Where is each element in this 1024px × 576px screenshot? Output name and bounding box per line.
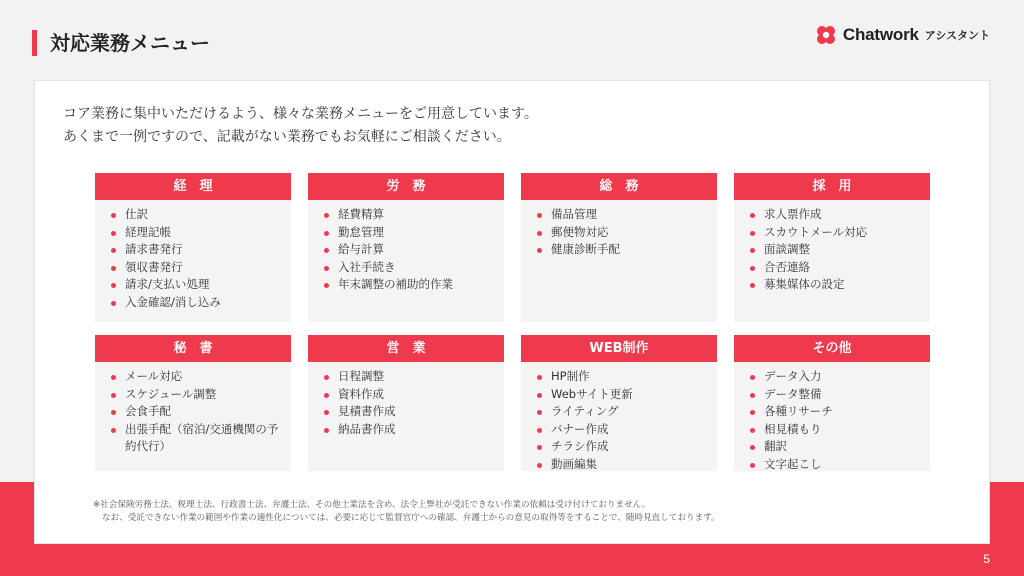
- category-item: データ整備: [750, 386, 920, 404]
- category-title: 営 業: [308, 335, 504, 362]
- category-item: 合否連絡: [750, 259, 920, 277]
- category-item: 動画編集: [537, 456, 707, 474]
- category-item: メール対応: [111, 368, 281, 386]
- service-category-card: [95, 173, 291, 322]
- category-item: 見積書作成: [324, 403, 494, 421]
- category-item-list: [308, 200, 504, 294]
- page-number: 5: [983, 552, 990, 566]
- category-item: 面談調整: [750, 241, 920, 259]
- category-item: 入社手続き: [324, 259, 494, 277]
- category-item: ライティング: [537, 403, 707, 421]
- category-item-list: [95, 200, 291, 312]
- logo-subtitle: アシスタント: [924, 29, 990, 42]
- category-item: スケジュール調整: [111, 386, 281, 404]
- brand-logo: [815, 22, 990, 48]
- legal-note: [93, 499, 973, 525]
- category-item: 翻訳: [750, 438, 920, 456]
- service-category-card: [734, 173, 930, 322]
- note-line: ※社会保険労務士法、税理士法、行政書士法、弁護士法、その他士業法を含め、法令上弊社が受託できない作業の依頼は受け付けておりません。: [93, 500, 651, 510]
- chatwork-logo-icon: [815, 24, 837, 46]
- category-item: HP制作: [537, 368, 707, 386]
- category-item-list: [521, 362, 717, 474]
- category-item: 会食手配: [111, 403, 281, 421]
- category-item: データ入力: [750, 368, 920, 386]
- category-title: その他: [734, 335, 930, 362]
- category-item: 各種リサーチ: [750, 403, 920, 421]
- service-category-card: [308, 173, 504, 322]
- service-category-grid: [95, 173, 930, 471]
- service-category-card: [521, 335, 717, 471]
- category-item-list: [734, 362, 930, 474]
- note-line: なお、受託できない作業の範囲や作業の適性化については、必要に応じて監督官庁への確認、弁護士からの意見の取得等をすることで、随時見直しております。: [102, 513, 720, 523]
- category-item: 給与計算: [324, 241, 494, 259]
- category-item: 求人票作成: [750, 206, 920, 224]
- service-category-card: [95, 335, 291, 471]
- logo-name: Chatwork: [842, 25, 919, 44]
- category-item-list: [521, 200, 717, 259]
- category-item: 仕訳: [111, 206, 281, 224]
- title-accent-bar: [32, 30, 37, 56]
- category-item: スカウトメール対応: [750, 224, 920, 242]
- intro-text: [63, 103, 943, 149]
- category-item: 請求/支払い処理: [111, 276, 281, 294]
- category-item-list: [308, 362, 504, 438]
- content-card: [34, 80, 990, 544]
- category-item: Webサイト更新: [537, 386, 707, 404]
- intro-line: コア業務に集中いただけるよう、様々な業務メニューをご用意しています。: [63, 106, 538, 122]
- category-title: 労 務: [308, 173, 504, 200]
- category-title: 採 用: [734, 173, 930, 200]
- category-item: 勤怠管理: [324, 224, 494, 242]
- category-item: 経理記帳: [111, 224, 281, 242]
- category-item: 出張手配（宿泊/交通機関の予約代行）: [111, 421, 281, 456]
- category-item: 領収書発行: [111, 259, 281, 277]
- category-item: 健康診断手配: [537, 241, 707, 259]
- category-title: 総 務: [521, 173, 717, 200]
- category-item: バナー作成: [537, 421, 707, 439]
- category-title: 秘 書: [95, 335, 291, 362]
- category-item: 郵便物対応: [537, 224, 707, 242]
- category-item: 文字起こし: [750, 456, 920, 474]
- category-item: 資料作成: [324, 386, 494, 404]
- intro-line: あくまで一例ですので、記載がない業務でもお気軽にご相談ください。: [63, 129, 511, 145]
- category-item: 経費精算: [324, 206, 494, 224]
- category-item: 請求書発行: [111, 241, 281, 259]
- category-item: 備品管理: [537, 206, 707, 224]
- page-title: 対応業務メニュー: [50, 31, 210, 55]
- category-item: 相見積もり: [750, 421, 920, 439]
- service-category-card: [521, 173, 717, 322]
- category-item: 年末調整の補助的作業: [324, 276, 494, 294]
- category-title: WEB制作: [521, 335, 717, 362]
- service-category-card: [308, 335, 504, 471]
- category-item: 入金確認/消し込み: [111, 294, 281, 312]
- category-item: チラシ作成: [537, 438, 707, 456]
- category-item-list: [95, 362, 291, 456]
- category-item: 納品書作成: [324, 421, 494, 439]
- category-item-list: [734, 200, 930, 294]
- category-item: 募集媒体の設定: [750, 276, 920, 294]
- service-category-card: [734, 335, 930, 471]
- category-title: 経 理: [95, 173, 291, 200]
- category-item: 日程調整: [324, 368, 494, 386]
